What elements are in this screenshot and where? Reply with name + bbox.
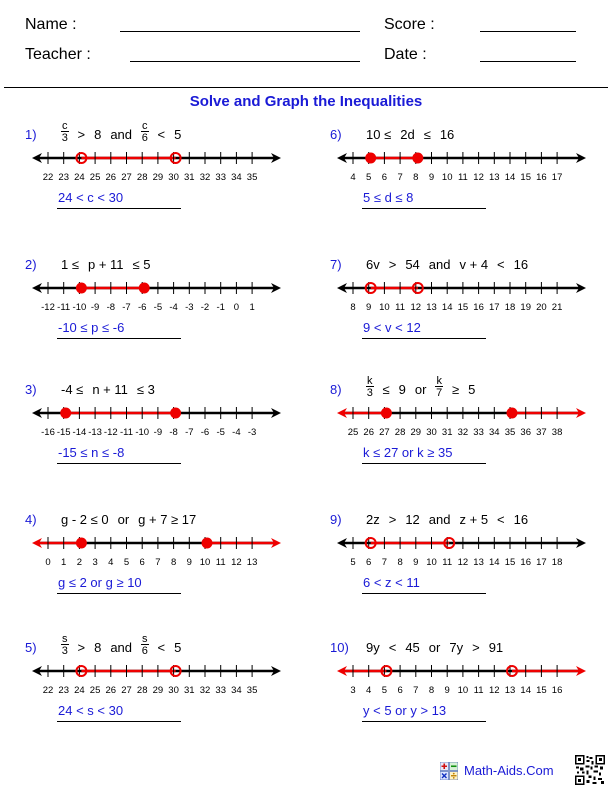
tick-label: -12 (41, 302, 55, 313)
expression-token: and (428, 257, 451, 272)
fraction-denominator: 6 (141, 132, 148, 144)
expression-token: 2d (400, 127, 415, 142)
tick-label: 21 (551, 302, 563, 313)
closed-dot-icon (60, 408, 71, 419)
tick-label: 15 (520, 172, 531, 183)
expression-token: 91 (488, 640, 504, 655)
tick-label: 30 (168, 685, 179, 696)
tick-label: 32 (457, 427, 469, 438)
tick-label: 10 (457, 685, 469, 696)
tick-label: -10 (135, 427, 150, 438)
tick-label: 10 (426, 557, 437, 568)
answer-line[interactable] (57, 208, 181, 209)
tick-label: 35 (246, 685, 258, 696)
expression-token: > (472, 640, 480, 655)
tick-label: -3 (185, 302, 194, 313)
problem-number: 4) (25, 512, 37, 527)
tick-label: 6 (397, 685, 403, 696)
tick-label: 36 (520, 427, 531, 438)
expression-token: -4 ≤ (61, 382, 84, 397)
problem-number: 6) (330, 127, 342, 142)
tick-label: -16 (41, 427, 55, 438)
answer-text: k ≤ 27 or k ≥ 35 (363, 445, 453, 460)
tick-label: -10 (72, 302, 87, 313)
tick-label: 1 (249, 302, 255, 313)
date-label: Date : (384, 46, 427, 63)
problem-8 (330, 375, 612, 482)
date-field-line[interactable] (480, 61, 576, 62)
fraction (141, 121, 149, 143)
tick-label: 33 (215, 685, 226, 696)
tick-label: 14 (520, 685, 531, 696)
expression-token: 12 (405, 512, 420, 527)
tick-label: 12 (473, 172, 484, 183)
expression-token: g + 7 ≥ 17 (138, 512, 197, 527)
tick-label: 4 (366, 685, 372, 696)
tick-label: 27 (379, 427, 390, 438)
tick-label: 5 (381, 685, 388, 696)
tick-label: 7 (155, 557, 161, 568)
expression-token: and (428, 512, 451, 527)
tick-label: 25 (89, 685, 101, 696)
expression-token: 7y (449, 640, 464, 655)
fraction-numerator: c (62, 120, 68, 132)
answer-text: 6 < z < 11 (363, 575, 420, 590)
tick-label: 0 (233, 302, 240, 313)
answer-text: -10 ≤ p ≤ -6 (58, 320, 125, 335)
fraction (366, 376, 374, 398)
tick-label: 14 (504, 172, 516, 183)
answer-text: 24 < s < 30 (58, 703, 124, 718)
tick-label: 12 (457, 557, 469, 568)
answer-text: 9 < v < 12 (363, 320, 421, 335)
tick-label: 10 (199, 557, 211, 568)
expression-token: 1 ≤ (61, 257, 79, 272)
tick-label: -5 (216, 427, 225, 438)
answer-line[interactable] (57, 338, 181, 339)
expression-token: ≤ 3 (136, 382, 155, 397)
expression-token: ≥ (451, 382, 460, 397)
tick-label: 27 (121, 172, 132, 183)
answer-line[interactable] (362, 593, 486, 594)
tick-label: 25 (347, 427, 359, 438)
problem-expression (366, 640, 512, 655)
expression-token: or (428, 640, 441, 655)
tick-label: 37 (536, 427, 547, 438)
problem-expression (366, 375, 484, 399)
tick-label: 16 (536, 172, 547, 183)
tick-label: 16 (551, 685, 563, 696)
score-field-line[interactable] (480, 31, 576, 32)
tick-label: 28 (136, 172, 148, 183)
tick-label: -4 (169, 302, 178, 313)
tick-label: 13 (426, 302, 437, 313)
problem-expression (61, 257, 160, 272)
tick-label: 19 (520, 302, 531, 313)
tick-label: 8 (428, 685, 435, 696)
problem-9 (330, 512, 612, 612)
tick-label: -9 (90, 302, 100, 313)
closed-dot-icon (170, 408, 181, 419)
worksheet-title: Solve and Graph the Inequalities (189, 93, 423, 110)
tick-label: -4 (232, 427, 241, 438)
fraction (435, 376, 443, 398)
tick-label: 35 (246, 172, 258, 183)
expression-token: 45 (405, 640, 420, 655)
expression-token: g - 2 ≤ 0 (61, 512, 109, 527)
score-label: Score : (384, 16, 435, 33)
problem-number: 3) (25, 382, 37, 397)
tick-label: -13 (88, 427, 102, 438)
fraction-denominator: 6 (141, 645, 148, 657)
tick-label: 7 (397, 172, 403, 183)
tick-label: 20 (536, 302, 547, 313)
expression-token: 9y (366, 640, 380, 655)
tick-label: 12 (231, 557, 242, 568)
answer-text: y < 5 or y > 13 (363, 703, 447, 718)
tick-label: 15 (536, 685, 547, 696)
tick-label: 14 (489, 557, 500, 568)
tick-label: 4 (108, 557, 114, 568)
expression-token: < (388, 640, 397, 655)
tick-label: 3 (92, 557, 98, 568)
answer-line[interactable] (57, 463, 181, 464)
tick-label: -9 (153, 427, 163, 438)
tick-label: -15 (56, 427, 71, 438)
closed-dot-icon (76, 538, 87, 549)
tick-label: 28 (394, 427, 406, 438)
tick-label: 3 (350, 685, 356, 696)
tick-label: 23 (58, 685, 69, 696)
tick-label: 11 (457, 172, 468, 183)
fraction-numerator: s (142, 633, 148, 645)
tick-label: 17 (551, 172, 563, 183)
answer-line[interactable] (362, 208, 486, 209)
problem-number: 8) (330, 382, 342, 397)
answer-text: 24 < c < 30 (58, 190, 124, 205)
problem-2 (25, 257, 315, 357)
fraction (61, 634, 69, 656)
problem-7 (330, 257, 612, 357)
tick-label: 11 (442, 557, 453, 568)
tick-label: 30 (426, 427, 437, 438)
tick-label: -14 (72, 427, 87, 438)
qr-code-icon (575, 755, 605, 785)
problem-expression (61, 382, 164, 397)
tick-label: 24 (74, 172, 85, 183)
tick-label: 7 (381, 557, 388, 568)
tick-label: 35 (504, 427, 516, 438)
tick-label: 33 (473, 427, 484, 438)
tick-label: 27 (121, 685, 132, 696)
tick-label: 18 (551, 557, 563, 568)
tick-label: -11 (119, 427, 134, 438)
tick-label: 11 (395, 302, 406, 313)
tick-label: -8 (106, 302, 116, 313)
expression-token: p + 11 (87, 257, 124, 272)
tick-label: -12 (103, 427, 118, 438)
answer-text: g ≤ 2 or g ≥ 10 (58, 575, 142, 590)
tick-label: 14 (441, 302, 453, 313)
tick-label: 13 (489, 172, 500, 183)
tick-label: 31 (184, 172, 195, 183)
tick-label: 16 (473, 302, 484, 313)
tick-label: -6 (137, 302, 147, 313)
expression-token: 54 (405, 257, 420, 272)
tick-label: -6 (200, 427, 210, 438)
tick-label: -2 (200, 302, 210, 313)
tick-label: 5 (350, 557, 356, 568)
fraction-numerator: s (62, 633, 68, 645)
header-divider (4, 87, 608, 88)
expression-token: > (77, 127, 86, 142)
expression-token: ≤ (382, 382, 390, 397)
tick-label: 22 (42, 172, 54, 183)
tick-label: 26 (105, 172, 117, 183)
expression-token: < (497, 257, 505, 272)
calculator-icon (440, 762, 458, 780)
problem-3 (25, 382, 315, 482)
tick-label: 12 (410, 302, 422, 313)
tick-label: -11 (57, 302, 71, 313)
tick-label: 26 (105, 685, 117, 696)
closed-dot-icon (139, 283, 150, 294)
answer-line[interactable] (362, 338, 486, 339)
tick-label: 4 (350, 172, 356, 183)
fraction-denominator: 3 (61, 132, 68, 144)
fraction-denominator: 3 (366, 387, 373, 399)
tick-label: 12 (489, 685, 500, 696)
expression-token: 8 (94, 640, 102, 655)
answer-line[interactable] (57, 721, 181, 722)
tick-label: -1 (216, 302, 225, 313)
tick-label: 8 (413, 172, 419, 183)
tick-label: -5 (153, 302, 163, 313)
expression-token: 16 (439, 127, 455, 142)
tick-label: 8 (350, 302, 356, 313)
answer-line[interactable] (57, 593, 181, 594)
fraction-numerator: k (367, 375, 373, 387)
tick-label: 10 (441, 172, 453, 183)
expression-token: or (117, 512, 130, 527)
name-label: Name : (25, 16, 77, 33)
expression-token: < (157, 127, 166, 142)
tick-label: 1 (61, 557, 67, 568)
tick-label: 32 (199, 685, 211, 696)
expression-token: and (110, 640, 133, 655)
tick-label: 13 (504, 685, 516, 696)
expression-token: ≤ 5 (132, 257, 151, 272)
tick-label: 13 (246, 557, 258, 568)
problem-expression (61, 633, 190, 657)
tick-label: 30 (168, 172, 179, 183)
problem-number: 5) (25, 640, 37, 655)
expression-token: > (77, 640, 86, 655)
tick-label: 34 (489, 427, 500, 438)
tick-label: 6 (381, 172, 388, 183)
tick-label: 26 (363, 427, 374, 438)
closed-dot-icon (202, 538, 213, 549)
teacher-field-line[interactable] (130, 61, 360, 62)
problem-4 (25, 512, 315, 612)
tick-label: -7 (122, 302, 131, 313)
fraction (141, 634, 149, 656)
tick-label: -3 (247, 427, 257, 438)
expression-token: > (388, 257, 397, 272)
tick-label: 29 (152, 172, 164, 183)
fraction-denominator: 3 (61, 645, 68, 657)
brand-link[interactable]: Math-Aids.Com (464, 763, 554, 778)
tick-label: 5 (366, 172, 372, 183)
tick-label: 33 (215, 172, 226, 183)
tick-label: 34 (231, 685, 242, 696)
tick-label: 31 (441, 427, 453, 438)
tick-label: 25 (89, 172, 101, 183)
problem-number: 1) (25, 127, 37, 142)
expression-token: 5 (174, 640, 182, 655)
expression-token: 16 (513, 257, 529, 272)
tick-label: 28 (136, 685, 148, 696)
expression-token: 9 (398, 382, 406, 397)
tick-label: 0 (45, 557, 51, 568)
tick-label: 13 (473, 557, 484, 568)
tick-label: 29 (410, 427, 422, 438)
expression-token: 5 (468, 382, 476, 397)
tick-label: 15 (457, 302, 469, 313)
fraction-numerator: k (436, 375, 442, 387)
problem-number: 2) (25, 257, 37, 272)
tick-label: 17 (536, 557, 547, 568)
problem-expression (366, 127, 463, 142)
fraction-numerator: c (142, 120, 148, 132)
tick-label: 22 (42, 685, 54, 696)
tick-label: -8 (169, 427, 178, 438)
tick-label: 2 (76, 557, 83, 568)
closed-dot-icon (381, 408, 392, 419)
tick-label: 24 (74, 685, 85, 696)
answer-text: -15 ≤ n ≤ -8 (58, 445, 125, 460)
expression-token: 6v (366, 257, 380, 272)
problem-expression (61, 120, 190, 144)
tick-label: 16 (520, 557, 531, 568)
problem-number: 7) (330, 257, 342, 272)
tick-label: 6 (366, 557, 372, 568)
tick-label: 7 (413, 685, 419, 696)
tick-label: 23 (58, 172, 69, 183)
expression-token: < (497, 512, 505, 527)
problem-10 (330, 640, 612, 740)
problem-expression (366, 257, 537, 272)
tick-label: 29 (152, 685, 164, 696)
expression-token: or (414, 382, 427, 397)
expression-token: ≤ (423, 127, 431, 142)
problem-expression (61, 512, 205, 527)
tick-label: 9 (413, 557, 419, 568)
tick-label: 34 (231, 172, 242, 183)
tick-label: 31 (184, 685, 195, 696)
expression-token: 2z (366, 512, 380, 527)
answer-line[interactable] (362, 721, 486, 722)
expression-token: n + 11 (92, 382, 128, 397)
expression-token: 10 ≤ (366, 127, 392, 142)
tick-label: 10 (379, 302, 390, 313)
tick-label: -7 (185, 427, 194, 438)
closed-dot-icon (365, 153, 376, 164)
problem-number: 10) (330, 640, 349, 655)
tick-label: 11 (473, 685, 484, 696)
tick-label: 9 (366, 302, 372, 313)
fraction (61, 121, 69, 143)
expression-token: and (110, 127, 133, 142)
tick-label: 32 (199, 172, 211, 183)
expression-token: > (388, 512, 397, 527)
teacher-label: Teacher : (25, 46, 91, 63)
tick-label: 9 (444, 685, 450, 696)
closed-dot-icon (76, 283, 87, 294)
problem-number: 9) (330, 512, 342, 527)
answer-text: 5 ≤ d ≤ 8 (363, 190, 414, 205)
tick-label: 9 (428, 172, 435, 183)
expression-token: v + 4 (459, 257, 489, 272)
problem-5 (25, 633, 315, 740)
tick-label: 17 (489, 302, 500, 313)
tick-label: 8 (397, 557, 403, 568)
expression-token: 5 (174, 127, 182, 142)
expression-token: < (157, 640, 166, 655)
expression-token: z + 5 (459, 512, 489, 527)
answer-line[interactable] (362, 463, 486, 464)
tick-label: 38 (551, 427, 563, 438)
tick-label: 6 (139, 557, 145, 568)
problem-expression (366, 512, 537, 527)
fraction-denominator: 7 (436, 387, 443, 399)
problem-1 (25, 120, 315, 227)
tick-label: 8 (170, 557, 177, 568)
tick-label: 18 (504, 302, 516, 313)
tick-label: 9 (186, 557, 192, 568)
closed-dot-icon (507, 408, 518, 419)
problem-6 (330, 127, 612, 227)
name-field-line[interactable] (120, 31, 360, 32)
tick-label: 15 (504, 557, 516, 568)
expression-token: 16 (513, 512, 529, 527)
tick-label: 11 (215, 557, 226, 568)
expression-token: 8 (94, 127, 102, 142)
closed-dot-icon (412, 153, 423, 164)
tick-label: 5 (123, 557, 130, 568)
